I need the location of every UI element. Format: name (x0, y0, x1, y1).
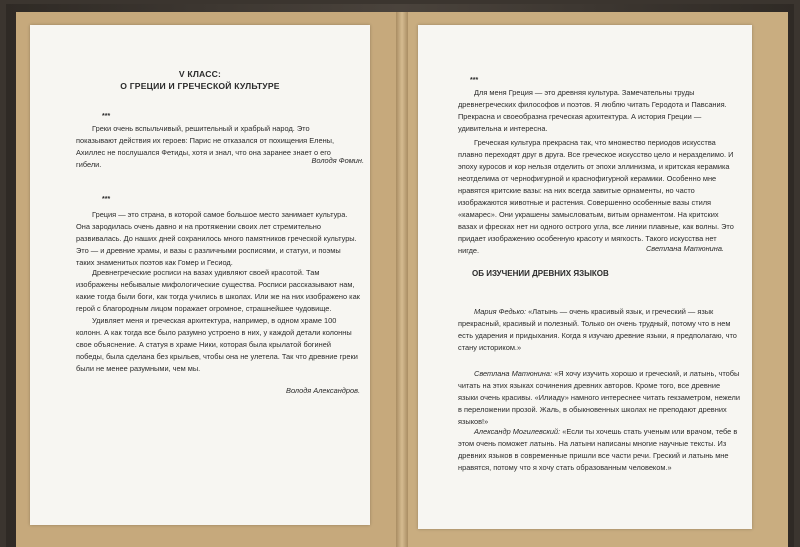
essay-paragraph: Греция — это страна, в которой самое большое место занимает культура. Она зародилась очень давно и на протяжении своих лет стремительно развивалась. До наших дней сохранилось много памятников греческой культуры. Это — и древние храмы, и вазы с различными росписями, и статуи, и поэмы таких знаменитых поэтов как Гомер и Гесиод. (76, 210, 357, 267)
author-signature: Володя Фомин. (311, 156, 364, 165)
quote-paragraph (458, 306, 740, 354)
separator-stars: *** (102, 113, 111, 120)
section-title: ОБ ИЗУЧЕНИИ ДРЕВНИХ ЯЗЫКОВ (472, 269, 609, 278)
binder-spine (396, 12, 408, 547)
quote-author: Мария Федько: (474, 307, 527, 316)
separator-stars: *** (102, 196, 111, 203)
quote-text: «Если ты хочешь стать ученым или врачом, тебе в этом очень поможет латынь. На латыни написаны многие научные тексты. Из древних языков в современные пришли все части речи. Греский и латынь мне нравятся, потому что я хочу стать образованным человеком.» (458, 427, 738, 472)
author-signature: Светлана Матюнина. (645, 244, 724, 253)
essay-paragraph: Древнегреческие росписи на вазах удивляют своей красотой. Там изображены небывалые мифологические существа. Росписи рассказывают нам, какие тогда были боги, как тогда учились в школах. Или же на них изображено как герой с благородным лицом поражает огромное, страшнейшее чудовище. (76, 268, 360, 313)
essay-paragraph: Греки очень вспыльчивый, решительный и храбрый народ. Это показывают действия их героев: Парис не отказался от похищения Елены, Ахиллес не послушался Фетиды, хотя и знал, что она заранее знает о его гибели. (76, 124, 335, 169)
quote-author: Александр Могилевский: (474, 427, 561, 436)
quote-text: «Латынь — очень красивый язык, и греческий — язык прекрасный, красивый и полезный. Только он очень трудный, потому что в нем есть ударения и придыхания. Когда я изучаю древние языки, я предполагаю, что стану историком.» (458, 307, 737, 352)
left-page (30, 25, 370, 525)
quote-author: Светлана Матюнина: (474, 369, 553, 378)
page-title-line2: О ГРЕЦИИ И ГРЕЧЕСКОЙ КУЛЬТУРЕ (120, 81, 280, 91)
author-signature: Володя Александров. (286, 386, 360, 395)
separator-stars: *** (470, 77, 479, 84)
page-title-line1: V КЛАСС: (178, 69, 222, 79)
quote-paragraph (458, 368, 740, 428)
essay-paragraph: Греческая культура прекрасна так, что множество периодов искусства плавно переходят друг в друга. Все греческое искусство цело и неразделимо. И эпоху куросов и кор нельзя отделить от эпохи эллинизма, и критская керамика неотделима от чернофигурной и краснофигурной керамики. Особенно мне нравятся критские вазы: на них всегда завитые орнаменты, но часто изображаются животные и растения. Совершенно особенные вазы стиля «камарес». Они украшены замысловатым, витым орнаментом. На критских вазах и фресках нет ни одного острого угла, все линии плавные, как волны. Это придает изображению особенную красоту и мягкость. Такого искусства нет нигде. (458, 138, 734, 255)
essay-paragraph: Удивляет меня и греческая архитектура, например, в одном храме 100 колонн. А как тогда все было разумно устроено в них, у каждой детали колонны свое объяснение. А статуя в храме Ники, которая была крылатой богиней победы, была сделана без крыльев, чтобы она не улетела. Так что древние греки были не менее разумными, чем мы. (76, 316, 358, 373)
essay-paragraph: Для меня Греция — это древняя культура. Замечательны труды древнегреческих философов и поэтов. Я люблю читать Геродота и Павсания. Прекрасна и своеобразна греческая архитектура. А история Греции — удивительна и интересна. (458, 88, 727, 133)
quote-paragraph (458, 426, 740, 474)
right-page (418, 25, 752, 529)
quote-text: «Я хочу изучить хорошо и греческий, и латынь, чтобы читать на этих языках сочинения древних авторов. Кроме того, все древние языки очень красивы. «Илиаду» намного интереснее читать гекзаметром, нежели в переложении прозой. Жаль, в обыкновенных школах не преподают древних языков!» (458, 369, 740, 426)
